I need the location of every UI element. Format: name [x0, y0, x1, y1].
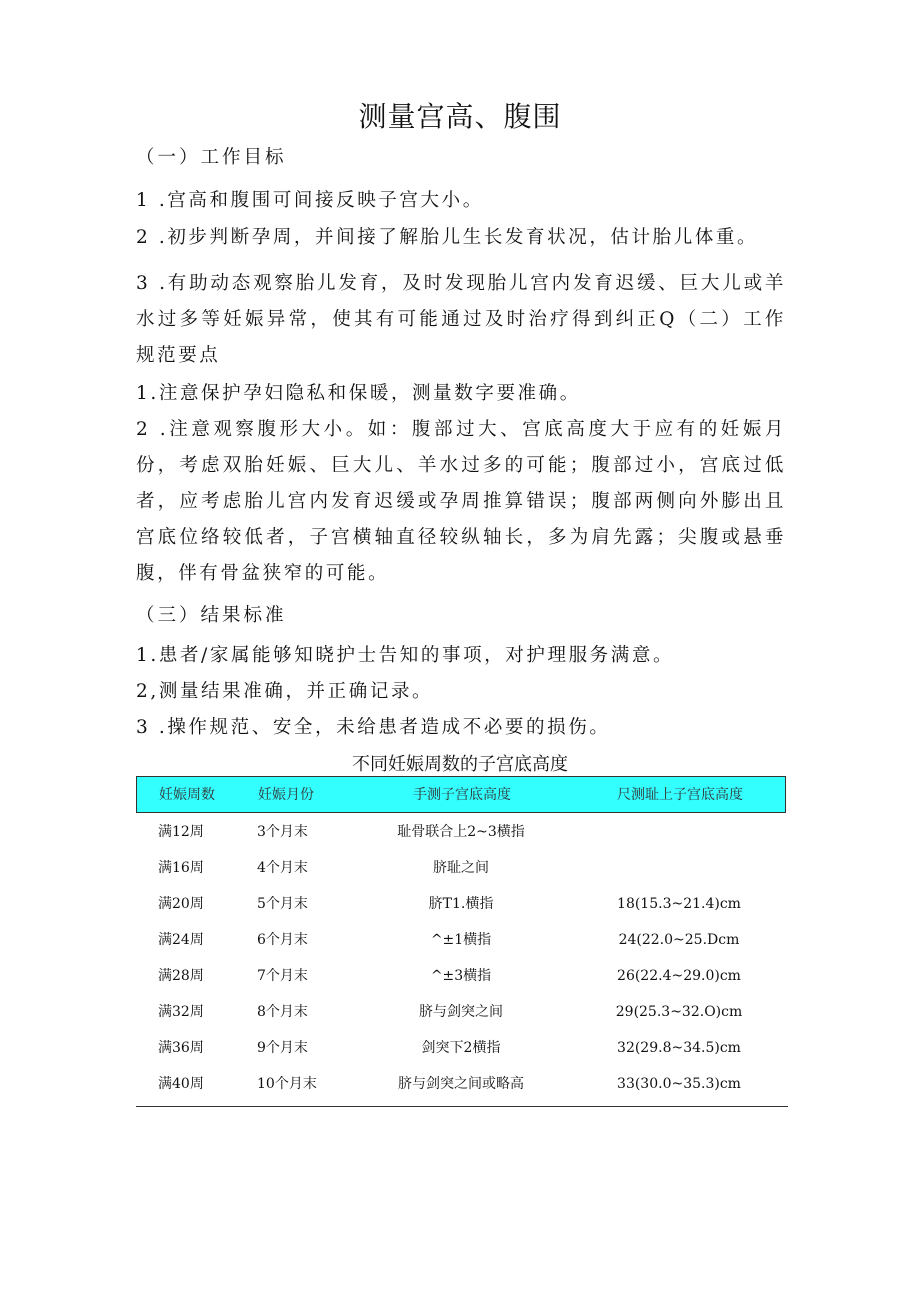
result-item-3: 3 .操作规范、安全，未给患者造成不必要的损伤。 [136, 717, 611, 738]
table-row [136, 814, 786, 850]
table-cell: 满36周 [158, 1040, 204, 1056]
result-item-2: 2,测量结果准确，并正确记录。 [136, 681, 434, 702]
table-header-cell: 手测子宫底高度 [413, 787, 511, 803]
table-cell: 满12周 [158, 824, 204, 840]
table-cell: 8个月末 [257, 1004, 308, 1020]
table-cell: 3个月末 [257, 824, 308, 840]
table-row [136, 1066, 786, 1102]
table-cell: ^±3横指 [430, 968, 492, 984]
table-cell: 脐耻之间 [433, 860, 489, 876]
table-header-cell: 妊娠周数 [159, 787, 215, 803]
table-cell: 脐与剑突之间 [419, 1004, 503, 1020]
goal-item-1: 1 .宫高和腹围可间接反映子宫大小。 [136, 190, 484, 211]
table-cell: 满32周 [158, 1004, 204, 1020]
fundal-height-table [136, 776, 788, 1107]
table-cell: 满28周 [158, 968, 204, 984]
table-cell: 满24周 [158, 932, 204, 948]
table-row [136, 1030, 786, 1066]
table-cell: 满40周 [158, 1076, 204, 1092]
table-row [136, 994, 786, 1030]
table-row [136, 886, 786, 922]
table-cell: 10个月末 [257, 1076, 317, 1092]
table-caption: 不同妊娠周数的子宫底高度 [352, 754, 568, 775]
table-cell: 24(22.0~25.Dcm [618, 932, 740, 948]
document-title: 测量宫高、腹围 [358, 100, 562, 133]
table-row [136, 958, 786, 994]
goal-item-3: 3 .有助动态观察胎儿发育，及时发现胎儿宫内发育迟缓、巨大儿或羊水过多等妊娠异常，使其有可能通过及时治疗得到纠正Q（二）工作规范要点 [136, 273, 786, 366]
goal-item-2: 2 .初步判断孕周，并间接了解胎儿生长发育状况，估计胎儿体重。 [136, 227, 759, 248]
table-cell: 满16周 [158, 860, 204, 876]
table-cell: 33(30.0~35.3)cm [617, 1076, 741, 1092]
table-cell: 满20周 [158, 896, 204, 912]
table-row [136, 850, 786, 886]
table-cell: 耻骨联合上2~3横指 [397, 824, 525, 840]
result-item-1: 1.患者/家属能够知晓护士告知的事项，对护理服务满意。 [136, 645, 675, 666]
table-cell: 26(22.4~29.0)cm [617, 968, 741, 984]
table-cell: 7个月末 [257, 968, 308, 984]
table-cell: 脐与剑突之间或略高 [398, 1076, 524, 1092]
table-cell: 32(29.8~34.5)cm [617, 1040, 741, 1056]
table-cell: 6个月末 [257, 932, 308, 948]
table-cell: ^±1横指 [430, 932, 492, 948]
section-heading-result: （三）结果标准 [136, 605, 287, 626]
table-cell: 9个月末 [257, 1040, 308, 1056]
spec-item-1: 1.注意保护孕妇隐私和保暖，测量数字要准确。 [136, 383, 581, 404]
table-header-row [136, 776, 786, 813]
spec-item-2: 2 .注意观察腹形大小。如：腹部过大、宫底高度大于应有的妊娠月份，考虑双胎妊娠、巨大儿、羊水过多的可能；腹部过小，宫底过低者，应考虑胎儿宫内发育迟缓或孕周推算错误；腹部两侧向外膨出且宫底位络较低者，子宫横轴直径较纵轴长，多为肩先露；尖腹或悬垂腹，伴有骨盆狭窄的可能。 [136, 419, 786, 584]
table-cell: 29(25.3~32.O)cm [615, 1004, 743, 1020]
table-cell: 5个月末 [257, 896, 308, 912]
table-cell: 剑突下2横指 [421, 1040, 501, 1056]
table-cell: 18(15.3~21.4)cm [617, 896, 741, 912]
table-header-cell: 妊娠月份 [258, 787, 314, 803]
table-cell: 脐T1.横指 [428, 896, 494, 912]
section-heading-goal: （一）工作目标 [136, 147, 287, 168]
table-row [136, 922, 786, 958]
table-header-cell: 尺测耻上子宫底高度 [617, 787, 743, 803]
table-cell: 4个月末 [257, 860, 308, 876]
